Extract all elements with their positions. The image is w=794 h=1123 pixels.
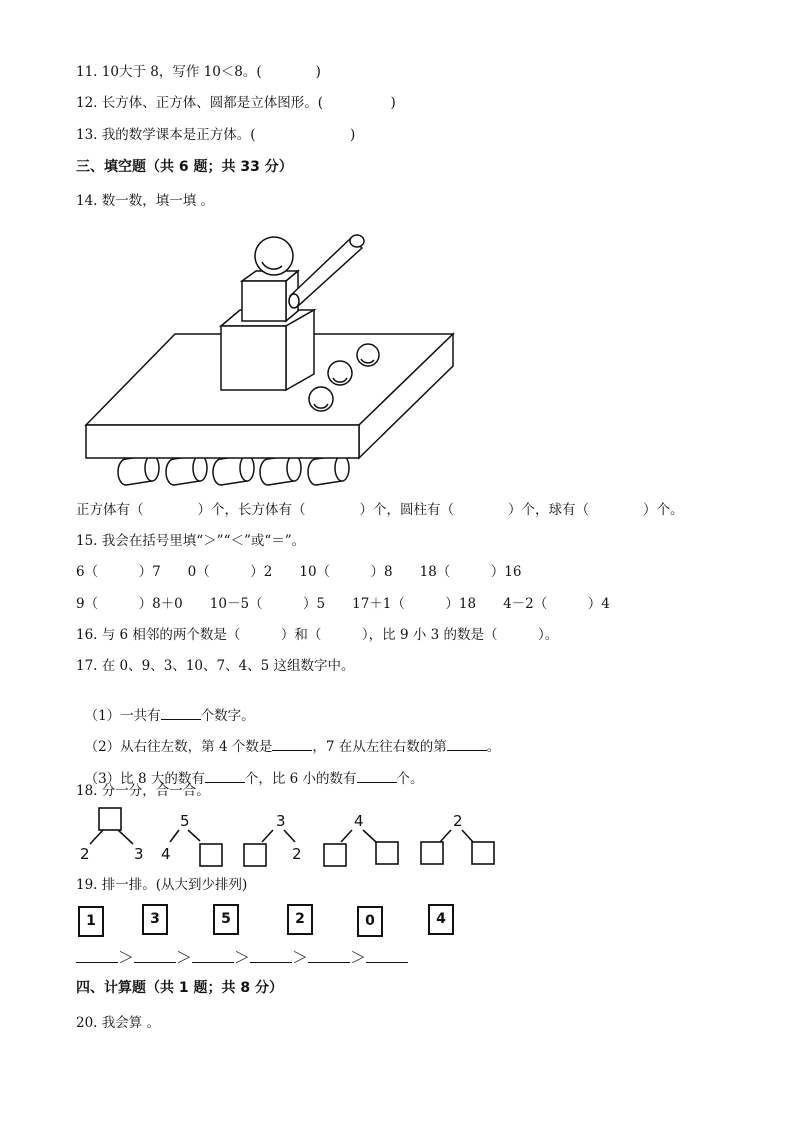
question-14-answer-line: 正方体有（ ）个，长方体有（ ）个，圆柱有（ ）个，球有（ ）个。 (76, 502, 684, 518)
answer-blank[interactable] (357, 769, 397, 783)
answer-box[interactable] (99, 808, 121, 830)
bond-top-number: 4 (354, 812, 364, 830)
section-3-heading: 三、填空题（共 6 题；共 33 分） (76, 159, 293, 175)
number-bond (161, 812, 222, 866)
question-15-row-2: 9（ ）8＋0 10－5（ ）5 17＋1（ ）18 4－2（ ）4 (76, 596, 610, 612)
answer-box[interactable] (244, 844, 266, 866)
greater-than-sign: ＞ (234, 948, 251, 967)
answer-box[interactable] (421, 842, 443, 864)
bond-left-number: 4 (161, 845, 171, 863)
section-4-heading: 四、计算题（共 1 题；共 8 分） (76, 980, 283, 996)
question-20: 20. 我会算 。 (76, 1015, 161, 1031)
answer-box[interactable] (376, 842, 398, 864)
answer-blank[interactable] (161, 706, 201, 720)
question-11: 11. 10大于 8，写作 10＜8。( ) (76, 64, 321, 80)
answer-blank[interactable] (205, 769, 245, 783)
greater-than-sign: ＞ (350, 948, 367, 967)
bond-right-number: 3 (134, 845, 144, 863)
q17-3-text-a: （3）比 8 大的数有 (84, 771, 205, 787)
q17-1-text-a: （1）一共有 (84, 708, 161, 724)
q17-2-text-c: 。 (486, 739, 501, 755)
number-card: 4 (428, 904, 454, 935)
bond-right-number: 2 (292, 845, 302, 863)
cylinder-wheels (118, 455, 349, 485)
question-14: 14. 数一数，填一填 。 (76, 193, 215, 209)
greater-than-sign: ＞ (118, 948, 135, 967)
answer-box[interactable] (472, 842, 494, 864)
greater-than-sign: ＞ (292, 948, 309, 967)
number-bond (80, 808, 144, 863)
number-card: 0 (357, 906, 383, 937)
number-bond (324, 812, 398, 866)
number-card: 3 (142, 904, 168, 935)
answer-blank[interactable] (134, 949, 176, 963)
question-15: 15. 我会在括号里填“＞”“＜”或“＝”。 (76, 533, 306, 549)
ordering-answer-line (76, 945, 408, 968)
bond-top-number: 5 (180, 812, 190, 830)
q17-3-text-c: 个。 (396, 771, 424, 787)
question-13: 13. 我的数学课本是正方体。( ) (76, 127, 356, 143)
question-19: 19. 排一排。(从大到少排列) (76, 877, 248, 893)
answer-blank[interactable] (447, 737, 487, 751)
answer-box[interactable] (200, 844, 222, 866)
bond-left-number: 2 (80, 845, 90, 863)
question-18: 18. 分一分，合一合。 (76, 783, 210, 799)
bond-top-number: 3 (276, 812, 286, 830)
question-17: 17. 在 0、9、3、10、7、4、5 这组数字中。 (76, 658, 355, 674)
top-sphere (255, 237, 293, 275)
answer-blank[interactable] (366, 949, 408, 963)
question-16: 16. 与 6 相邻的两个数是（ ）和（ ），比 9 小 3 的数是（ ）。 (76, 627, 559, 643)
tank-figure (76, 226, 476, 491)
answer-blank[interactable] (250, 949, 292, 963)
greater-than-sign: ＞ (176, 948, 193, 967)
number-card: 5 (213, 904, 239, 935)
barrel-cylinder (289, 235, 364, 308)
answer-blank[interactable] (272, 737, 312, 751)
q17-3-text-b: 个，比 6 小的数有 (244, 771, 357, 787)
answer-blank[interactable] (308, 949, 350, 963)
number-card: 1 (78, 906, 104, 937)
q17-2-text-a: （2）从右往左数，第 4 个数是 (84, 739, 273, 755)
number-bond (421, 812, 494, 864)
question-15-row-1: 6（ ）7 0（ ）2 10（ ）8 18（ ）16 (76, 564, 522, 580)
bond-top-number: 2 (453, 812, 463, 830)
answer-box[interactable] (324, 844, 346, 866)
question-12: 12. 长方体、正方体、圆都是立体图形。( ) (76, 95, 396, 111)
number-bonds-figure (76, 806, 506, 868)
number-bond (244, 812, 302, 866)
lower-cube (221, 310, 314, 390)
answer-blank[interactable] (76, 949, 118, 963)
answer-blank[interactable] (192, 949, 234, 963)
q17-1-text-b: 个数字。 (200, 708, 255, 724)
number-card: 2 (287, 904, 313, 935)
q17-2-text-b: ，7 在从左往右数的第 (312, 739, 447, 755)
